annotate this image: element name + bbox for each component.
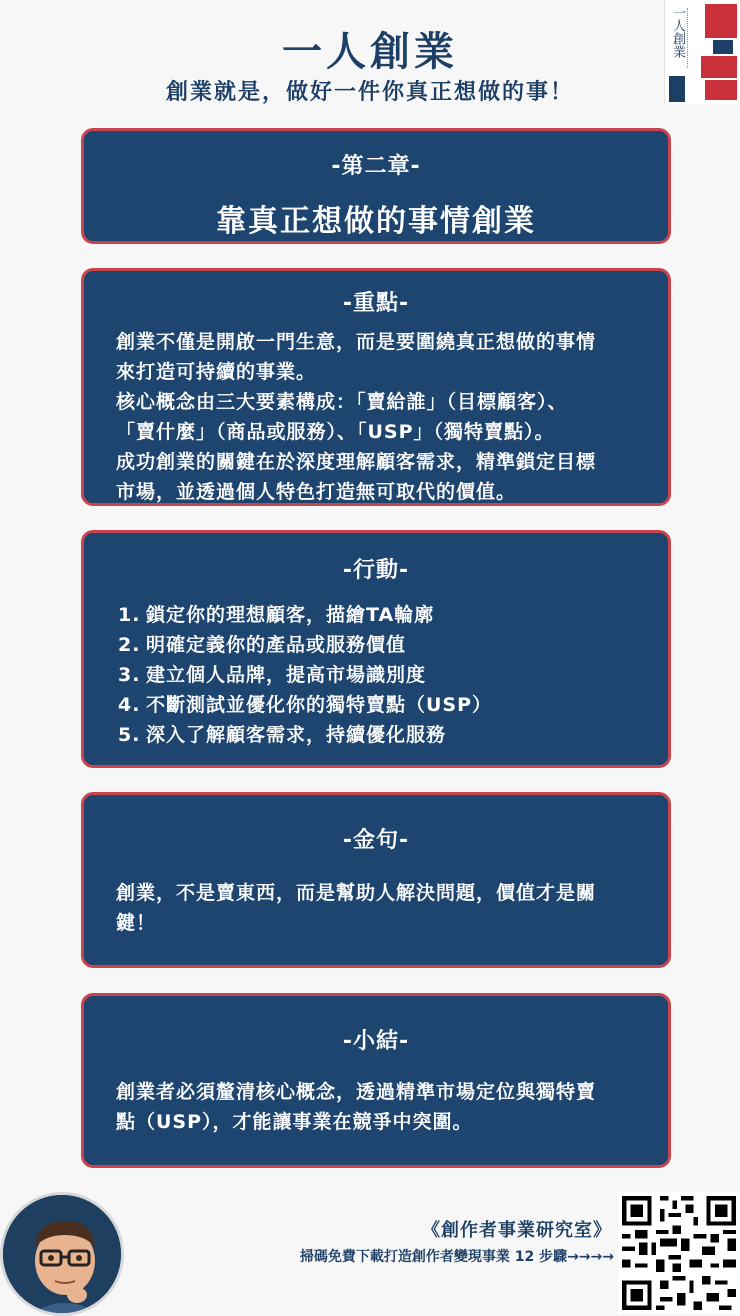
- key-points-card: [81, 268, 671, 506]
- book-cover-title: 一人創業: [670, 6, 685, 58]
- action-item: [118, 690, 638, 720]
- action-number: 2.: [118, 634, 141, 656]
- quote-body: [84, 878, 668, 938]
- footer: [0, 1180, 740, 1316]
- key-points-heading: -重點-: [342, 291, 410, 316]
- book-cover-shape: [705, 4, 737, 38]
- action-text: 鎖定你的理想顧客，描繪TA輪廓: [146, 604, 435, 626]
- book-cover-image: [664, 0, 740, 104]
- key-points-line: 市場，並透過個人特色打造無可取代的價值。: [116, 481, 517, 503]
- key-points-line: 創業不僅是開啟一門生意，而是要圍繞真正想做的事情: [116, 331, 597, 353]
- key-points-line: 核心概念由三大要素構成：「賣給誰」（目標顧客）、: [116, 391, 568, 413]
- action-text: 不斷測試並優化你的獨特賣點（USP）: [146, 694, 493, 716]
- book-cover-shape: [701, 56, 737, 78]
- action-number: 4.: [118, 694, 141, 716]
- page-subtitle: 創業就是，做好一件你真正想做的事！: [165, 80, 574, 105]
- summary-line: 創業者必須釐清核心概念，透過精準市場定位與獨特賣: [116, 1081, 597, 1103]
- book-cover-shape: [669, 76, 685, 102]
- quote-heading: -金句-: [342, 828, 410, 853]
- actions-card: [81, 530, 671, 768]
- studio-name: 《創作者事業研究室》: [422, 1220, 612, 1241]
- action-item: [118, 720, 638, 750]
- actions-list: [84, 600, 668, 750]
- quote-line: 創業，不是賣東西，而是幫助人解決問題，價值才是關: [116, 882, 597, 904]
- action-text: 建立個人品牌，提高市場識別度: [146, 664, 427, 686]
- key-points-body: [84, 327, 668, 507]
- chapter-heading: -第二章-: [331, 154, 421, 179]
- quote-card: [81, 792, 671, 968]
- key-points-line: 來打造可持續的事業。: [116, 361, 317, 383]
- book-cover-text-lines: [687, 8, 701, 68]
- key-points-line: 「賣什麼」（商品或服務）、「USP」（獨特賣點）。: [116, 421, 555, 443]
- action-number: 5.: [118, 724, 141, 746]
- summary-line: 點（USP），才能讓事業在競爭中突圍。: [116, 1111, 473, 1133]
- header: [0, 0, 740, 110]
- action-text: 明確定義你的產品或服務價值: [146, 634, 407, 656]
- action-item: [118, 600, 638, 630]
- summary-body: [84, 1077, 668, 1137]
- chapter-title: 靠真正想做的事情創業: [216, 204, 536, 239]
- actions-heading: -行動-: [342, 558, 410, 583]
- book-cover-shape: [713, 40, 733, 54]
- action-number: 3.: [118, 664, 141, 686]
- action-item: [118, 660, 638, 690]
- qr-code[interactable]: [618, 1192, 740, 1314]
- summary-heading: -小結-: [342, 1029, 410, 1054]
- download-cta: 掃碼免費下載打造創作者變現事業 12 步驟→→→→: [299, 1249, 614, 1265]
- action-text: 深入了解顧客需求，持續優化服務: [146, 724, 447, 746]
- key-points-line: 成功創業的關鍵在於深度理解顧客需求，精準鎖定目標: [116, 451, 597, 473]
- chapter-card: [81, 128, 671, 244]
- book-cover-shape: [705, 80, 737, 100]
- action-item: [118, 630, 638, 660]
- action-number: 1.: [118, 604, 141, 626]
- page-title: 一人創業: [282, 29, 458, 75]
- avatar: [0, 1192, 124, 1316]
- quote-line: 鍵！: [116, 912, 157, 934]
- summary-card: [81, 993, 671, 1168]
